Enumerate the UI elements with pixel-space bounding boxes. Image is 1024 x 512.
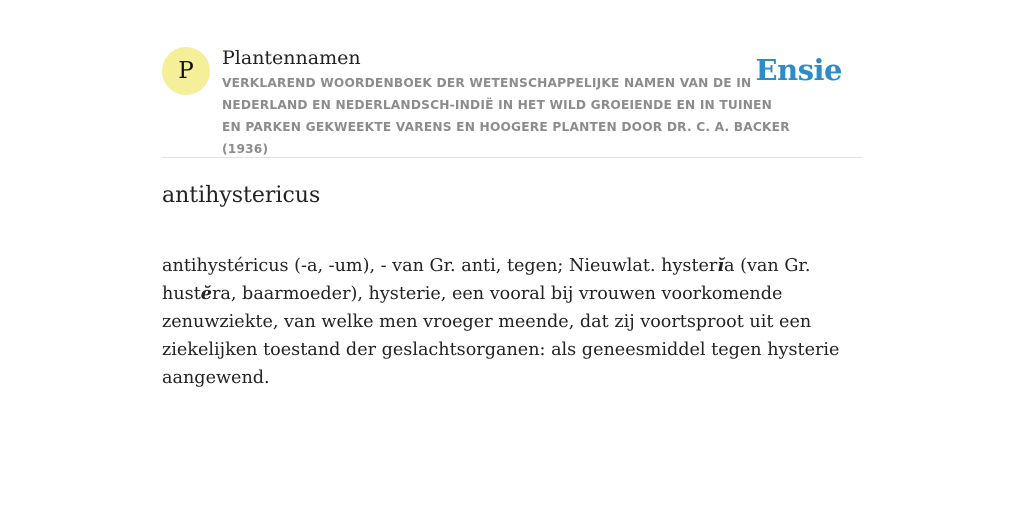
entry-title: antihystericus — [162, 183, 321, 208]
source-subtitle: VERKLAREND WOORDENBOEK DER WETENSCHAPPELIJKE NAMEN VAN DE IN NEDERLAND EN NEDERLANDSCH-INDIË IN HET WILD GROEIENDE EN IN TUINEN EN PARKEN GEKWEEKTE VARENS EN HOOGERE PLANTEN DOOR DR. C. A. BACKER (1936) — [222, 76, 790, 156]
definition-breve-letter: ĭ — [717, 254, 725, 276]
source-title[interactable]: Plantennamen — [222, 47, 361, 69]
source-header — [162, 44, 862, 158]
page-content — [162, 44, 862, 388]
brand-logo[interactable]: Ensie — [755, 53, 842, 87]
definition-text: ra, baarmoeder), hysterie, een vooral bij vrouwen voorkomende zenuwziekte, van welke men vroeger meende, dat zij voortsproot uit een ziekelijken toestand der geslachtsorganen: als geneesmiddel tegen hysterie aangewend. — [162, 283, 840, 388]
definition-breve-letter: ĕ — [200, 282, 212, 304]
definition-text: a (van Gr. hust — [162, 255, 811, 304]
avatar[interactable] — [162, 47, 210, 95]
entry-definition — [162, 252, 862, 392]
avatar-letter: P — [178, 58, 194, 84]
definition-text: antihystéricus (-a, -um), - van Gr. anti, tegen; Nieuwlat. hyster — [162, 255, 718, 276]
